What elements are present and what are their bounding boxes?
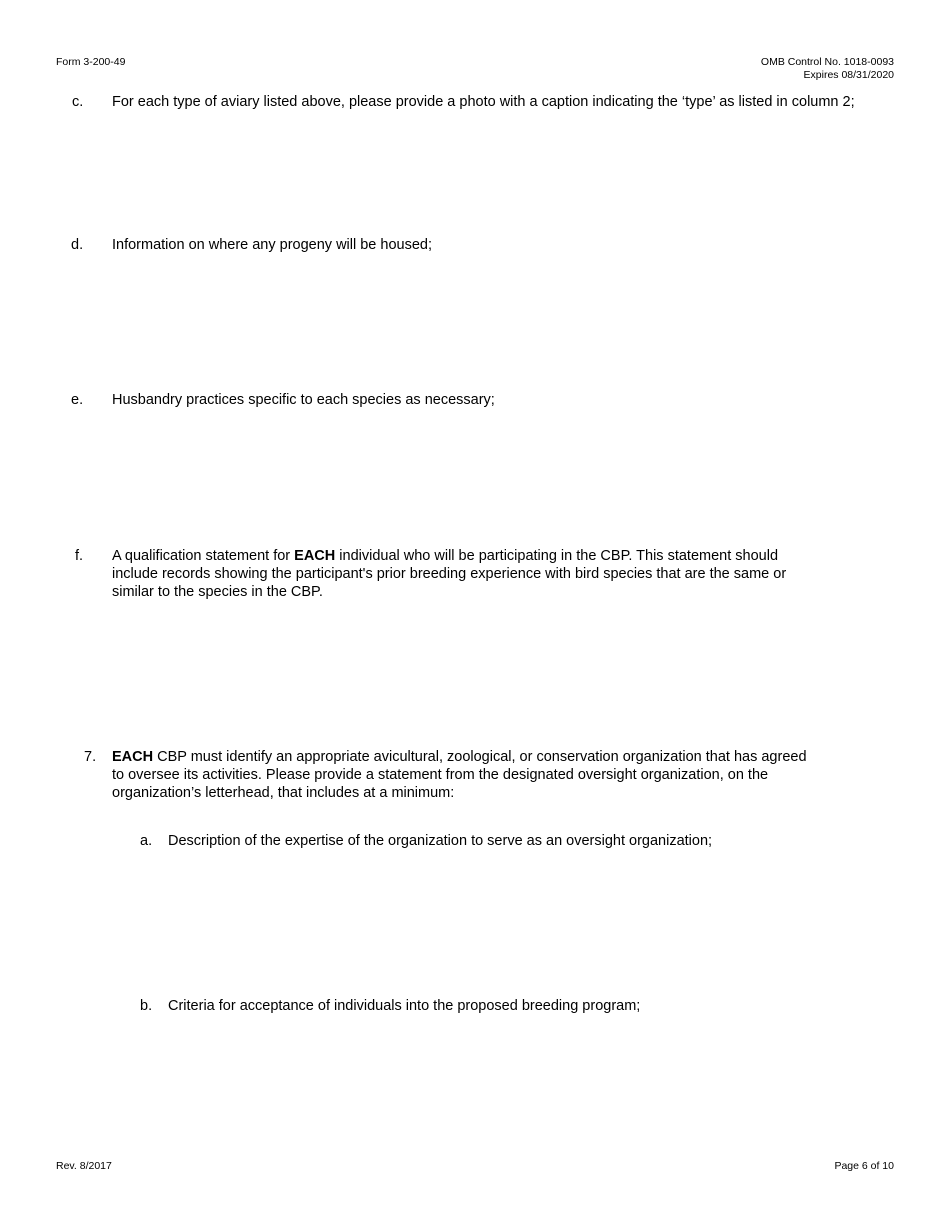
revision-date: Rev. 8/2017: [56, 1160, 112, 1172]
sub-item-marker: b.: [140, 998, 153, 1014]
emphasis-each: EACH: [112, 749, 154, 765]
question-text: [112, 748, 807, 802]
sub-item-text: Criteria for acceptance of individuals into the proposed breeding program;: [168, 998, 641, 1014]
item-text-tail: individual who will be participating in the CBP. This statement should: [335, 548, 779, 564]
question-line: organization’s letterhead, that includes at a minimum:: [112, 785, 455, 801]
item-marker: d.: [71, 237, 84, 253]
emphasis-each: EACH: [294, 548, 336, 564]
item-marker: e.: [71, 392, 84, 408]
question-text-tail: CBP must identify an appropriate avicultural, zoological, or conservation organization that has agreed: [153, 749, 807, 765]
expiration-date: Expires 08/31/2020: [803, 69, 894, 81]
item-marker: c.: [72, 94, 84, 110]
item-marker: f.: [75, 548, 84, 564]
item-text-lead: A qualification statement for: [112, 548, 295, 564]
sub-item-text: Description of the expertise of the organization to serve as an oversight organization;: [168, 833, 713, 849]
question-line: to oversee its activities. Please provide a statement from the designated oversight organization, on the: [112, 767, 769, 783]
sub-item-marker: a.: [140, 833, 153, 849]
item-text: Information on where any progeny will be housed;: [112, 237, 432, 253]
omb-control-number: OMB Control No. 1018-0093: [760, 56, 894, 68]
item-line: include records showing the participant's prior breeding experience with bird species that are the same or: [112, 566, 787, 582]
question-number: 7.: [84, 749, 97, 765]
question-line: [112, 748, 807, 766]
item-line: [112, 547, 786, 565]
item-text: Husbandry practices specific to each species as necessary;: [112, 392, 495, 408]
item-text: [112, 547, 786, 601]
item-line: similar to the species in the CBP.: [112, 584, 323, 600]
form-number: Form 3-200-49: [56, 56, 126, 68]
item-text: For each type of aviary listed above, please provide a photo with a caption indicating the ‘type’ as listed in column 2;: [112, 94, 855, 110]
page-number: Page 6 of 10: [834, 1160, 894, 1172]
